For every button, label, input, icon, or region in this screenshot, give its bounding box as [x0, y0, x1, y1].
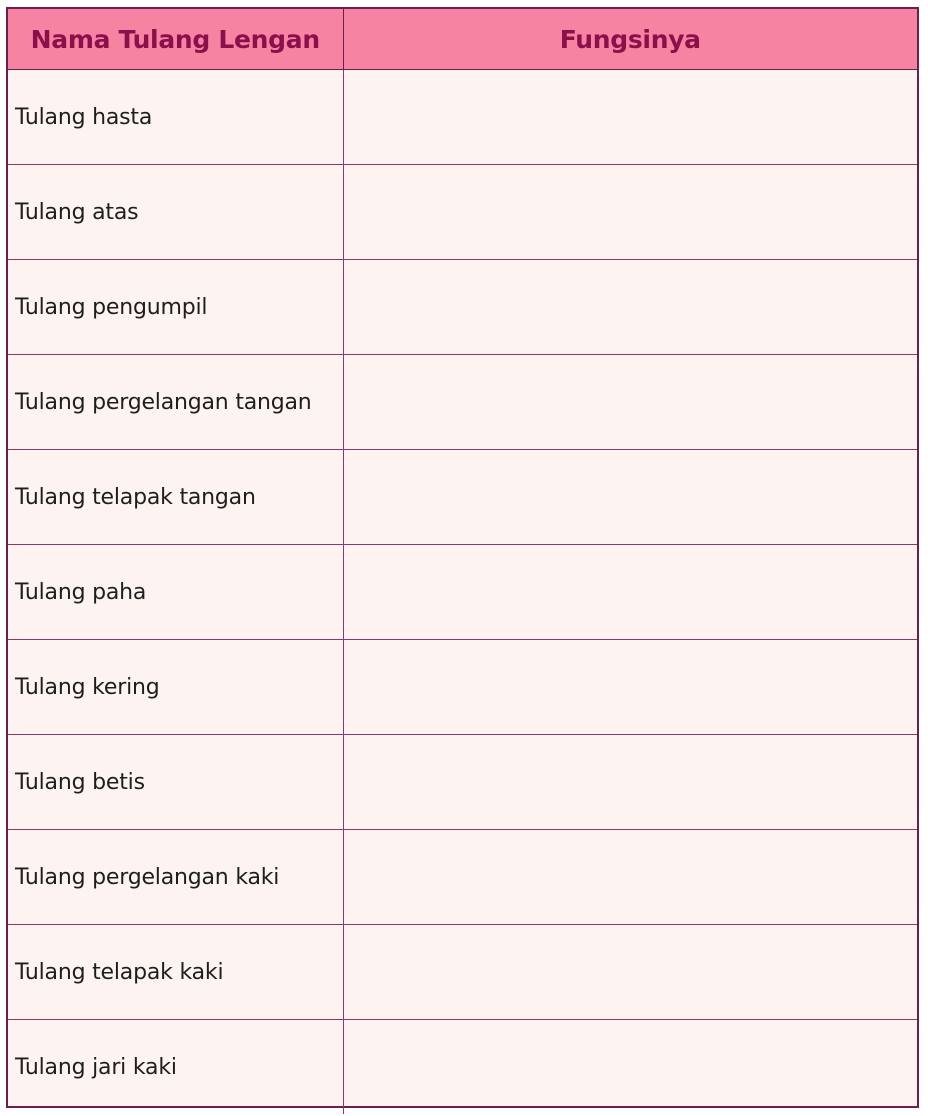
bone-name-cell: Tulang hasta — [8, 70, 343, 165]
bone-name-cell: Tulang telapak kaki — [8, 925, 343, 1020]
table-row — [8, 355, 917, 450]
table-body — [8, 70, 917, 1115]
table-row — [8, 830, 917, 925]
bone-name-cell: Tulang kering — [8, 640, 343, 735]
function-answer-cell — [343, 830, 917, 925]
function-answer-cell — [343, 545, 917, 640]
bone-name-cell: Tulang atas — [8, 165, 343, 260]
table-row — [8, 735, 917, 830]
function-answer-cell — [343, 735, 917, 830]
header-function: Fungsinya — [343, 9, 917, 70]
table-row — [8, 925, 917, 1020]
bone-name-cell: Tulang pergelangan kaki — [8, 830, 343, 925]
table-row — [8, 545, 917, 640]
bone-name-cell: Tulang pergelangan tangan — [8, 355, 343, 450]
header-bone-name: Nama Tulang Lengan — [8, 9, 343, 70]
table-row — [8, 640, 917, 735]
bone-function-table — [8, 9, 917, 1114]
bone-name-cell: Tulang jari kaki — [8, 1020, 343, 1115]
table-row — [8, 260, 917, 355]
function-answer-cell — [343, 1020, 917, 1115]
bone-name-cell: Tulang betis — [8, 735, 343, 830]
function-answer-cell — [343, 260, 917, 355]
header-row — [8, 9, 917, 70]
function-answer-cell — [343, 165, 917, 260]
function-answer-cell — [343, 70, 917, 165]
bone-name-cell: Tulang pengumpil — [8, 260, 343, 355]
table-row — [8, 450, 917, 545]
bone-name-cell: Tulang paha — [8, 545, 343, 640]
function-answer-cell — [343, 450, 917, 545]
bone-name-cell: Tulang telapak tangan — [8, 450, 343, 545]
function-answer-cell — [343, 640, 917, 735]
table-row — [8, 70, 917, 165]
bone-function-table-container — [6, 7, 919, 1108]
function-answer-cell — [343, 355, 917, 450]
table-header — [8, 9, 917, 70]
table-row — [8, 165, 917, 260]
table-row — [8, 1020, 917, 1115]
function-answer-cell — [343, 925, 917, 1020]
